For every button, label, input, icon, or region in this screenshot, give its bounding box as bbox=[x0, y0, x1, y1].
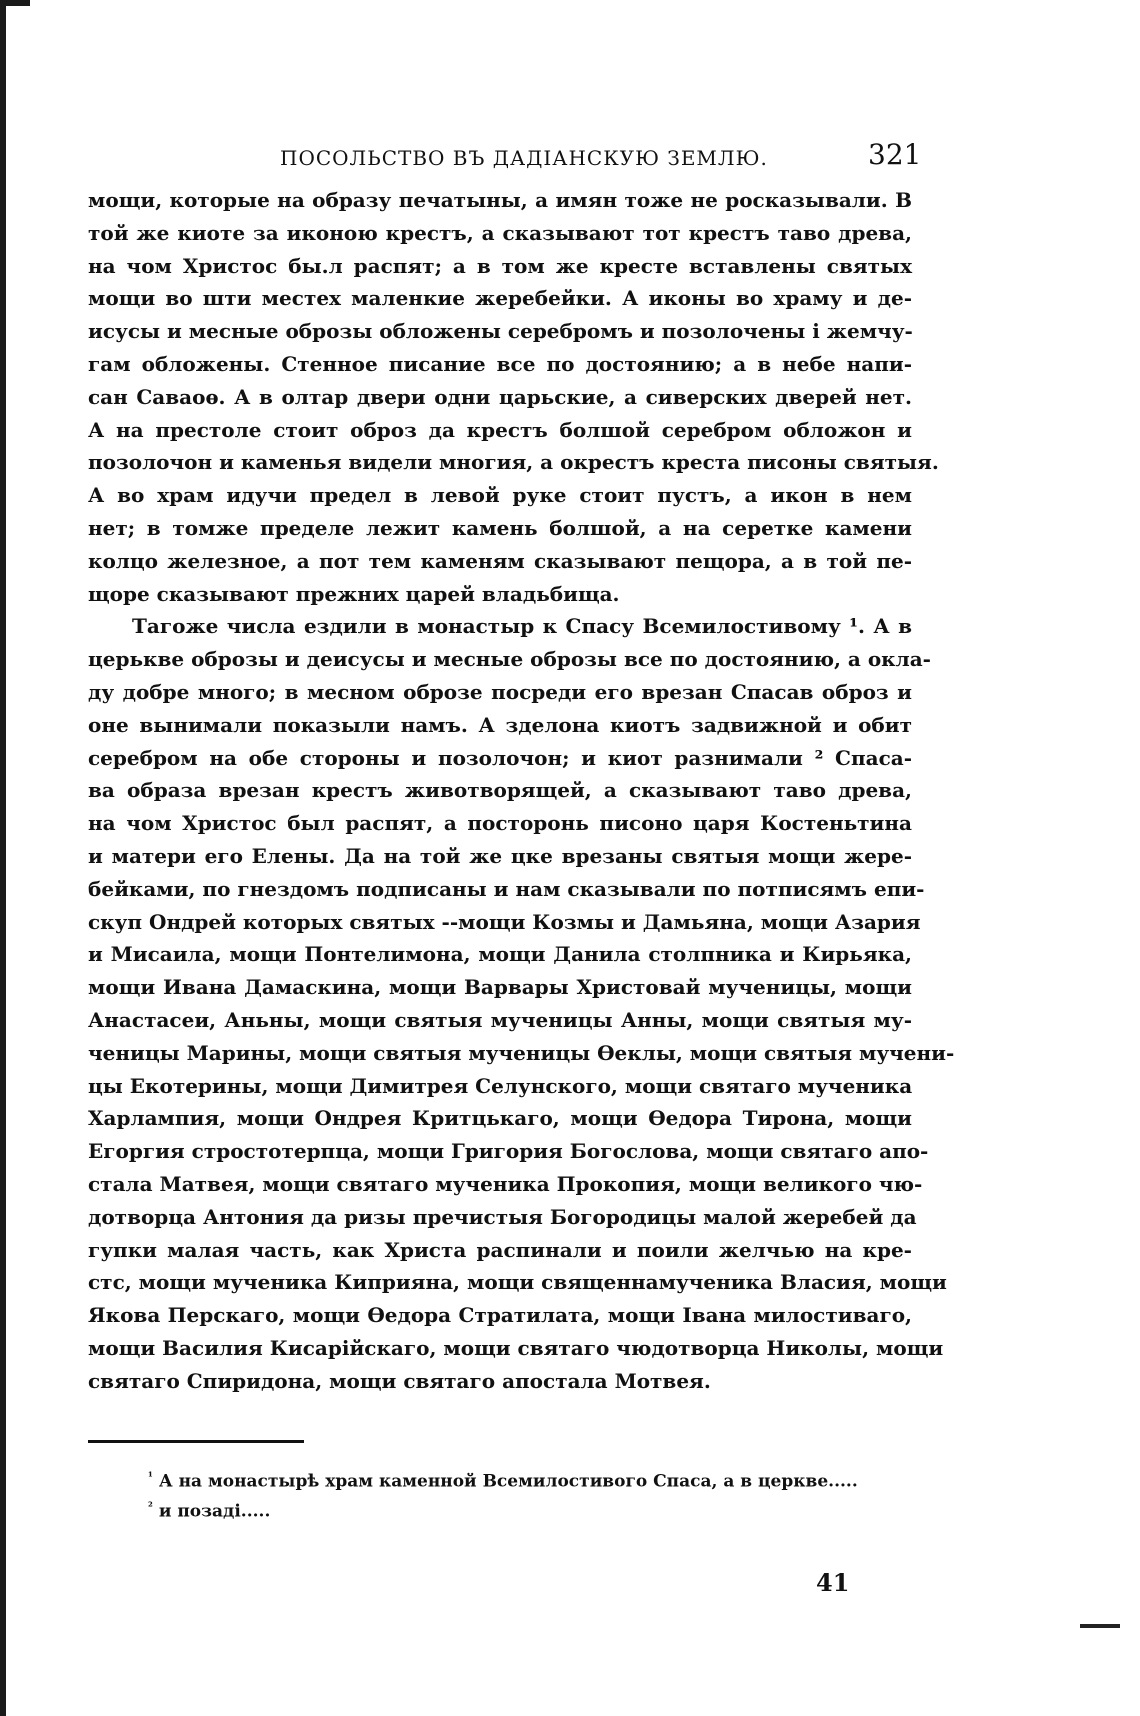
signature-number: 41 bbox=[816, 1568, 850, 1597]
text-line: на чом Христос бы.л распят; а в том же кресте вставлены святых bbox=[88, 253, 912, 278]
running-title: ПОСОЛЬСТВО ВЪ ДАДІАНСКУЮ ЗЕМЛЮ. bbox=[280, 146, 768, 170]
page-number: 321 bbox=[868, 138, 922, 171]
text-line: Тагоже числа ездили в монастыр к Спасу Всемилостивому ¹. А в bbox=[132, 614, 912, 639]
text-line: стс, мощи мученика Киприяна, мощи священнамученика Власия, мощи bbox=[88, 1270, 947, 1295]
text-line: гупки малая часть, как Христа распинали и поили желчью на кре- bbox=[88, 1237, 912, 1262]
footnotes bbox=[148, 1462, 908, 1522]
text-line: ду добре много; в месном оброзе посреди его врезан Спасав оброз и bbox=[88, 679, 912, 704]
text-line: церькве оброзы и деисусы и месные оброзы все по достоянию, а окла- bbox=[88, 647, 931, 672]
text-line: А во храм идучи предел в левой руке стоит пустъ, а икон в нем bbox=[88, 483, 912, 508]
body-text bbox=[88, 184, 955, 1397]
footnote-mark: ² bbox=[148, 1500, 153, 1513]
text-line: позолочон и каменья видели многия, а окрестъ креста писоны святыя. bbox=[88, 450, 939, 475]
text-line: мощи Василия Кисарійскаго, мощи святаго чюдотворца Николы, мощи bbox=[88, 1335, 944, 1360]
footnote bbox=[148, 1492, 908, 1522]
text-line: ченицы Марины, мощи святыя мученицы Ѳеклы, мощи святыя мучени- bbox=[88, 1040, 955, 1065]
text-line: серебром на обе стороны и позолочон; и киот разнимали ² Спаса- bbox=[88, 745, 912, 770]
footnote bbox=[148, 1462, 908, 1492]
text-line: стала Матвея, мощи святаго мученика Прокопия, мощи великого чю- bbox=[88, 1171, 923, 1196]
text-line: на чом Христос был распят, а посторонь писоно царя Костеньтина bbox=[88, 811, 912, 836]
text-line: бейками, по гнездомъ подписаны и нам сказывали по потписямъ епи- bbox=[88, 876, 925, 901]
scan-edge-top bbox=[0, 0, 30, 6]
text-line: скуп Ондрей которых святых --мощи Козмы и Дамьяна, мощи Азария bbox=[88, 909, 921, 934]
text-line: мощи Ивана Дамаскина, мощи Варвары Христовай мученицы, мощи bbox=[88, 975, 912, 1000]
text-line: щоре сказывают прежних царей владьбища. bbox=[88, 581, 620, 606]
text-line: А на престоле стоит оброз да крестъ болшой серебром обложон и bbox=[88, 417, 912, 442]
text-line: колцо железное, а пот тем каменям сказывают пещора, а в той пе- bbox=[88, 548, 912, 573]
text-line: гам обложены. Стенное писание все по достоянию; а в небе напи- bbox=[88, 351, 912, 376]
text-line: исусы и месные оброзы обложены серебромъ и позолочены і жемчу- bbox=[88, 319, 913, 344]
text-line: той же киоте за иконою крестъ, а сказывают тот крестъ таво древа, bbox=[88, 220, 912, 245]
text-line: святаго Спиридона, мощи святаго апостала Мотвея. bbox=[88, 1368, 711, 1393]
text-line: ва образа врезан крестъ животворящей, а сказывают таво древа, bbox=[88, 778, 912, 803]
text-line: нет; в томже пределе лежит камень болшой, а на серетке камени bbox=[88, 515, 912, 540]
text-line: мощи, которые на образу печатыны, а имян тоже не росказывали. В bbox=[88, 188, 912, 212]
footnote-text: и позаді..... bbox=[158, 1501, 271, 1522]
footnote-mark: ¹ bbox=[148, 1470, 153, 1483]
text-line: Харлампия, мощи Ондрея Критцькаго, мощи Ѳедора Тирона, мощи bbox=[88, 1106, 912, 1131]
text-line: оне вынимали показыли намъ. А зделона киотъ задвижной и обит bbox=[88, 712, 912, 737]
text-line: и матери его Елены. Да на той же цке врезаны святыя мощи жере- bbox=[88, 843, 912, 868]
scan-edge-left bbox=[0, 0, 6, 1716]
text-line: Анастасеи, Аньны, мощи святыя мученицы Анны, мощи святыя му- bbox=[88, 1007, 912, 1032]
text-line: Якова Перскаго, мощи Ѳедора Стратилата, мощи Івана милостиваго, bbox=[88, 1303, 912, 1328]
margin-mark bbox=[1080, 1624, 1120, 1628]
text-line: дотворца Антония да ризы пречистыя Богородицы малой жеребей да bbox=[88, 1204, 917, 1229]
text-line: сан Саваоѳ. А в олтар двери одни царьские, а сиверских дверей нет. bbox=[88, 384, 912, 409]
text-line: Егоргия стростотерпца, мощи Григория Богослова, мощи святаго апо- bbox=[88, 1139, 929, 1164]
text-line: цы Екотерины, мощи Димитрея Селунского, мощи святаго мученика bbox=[88, 1073, 913, 1098]
text-line: мощи во шти местех маленкие жеребейки. А иконы во храму и де- bbox=[88, 286, 912, 311]
footnote-divider bbox=[88, 1440, 304, 1443]
text-line: и Мисаила, мощи Понтелимона, мощи Данила столпника и Кирьяка, bbox=[88, 942, 912, 967]
footnote-text: А на монастырѣ храм каменной Всемилостивого Спаса, а в церкве..... bbox=[158, 1471, 858, 1492]
